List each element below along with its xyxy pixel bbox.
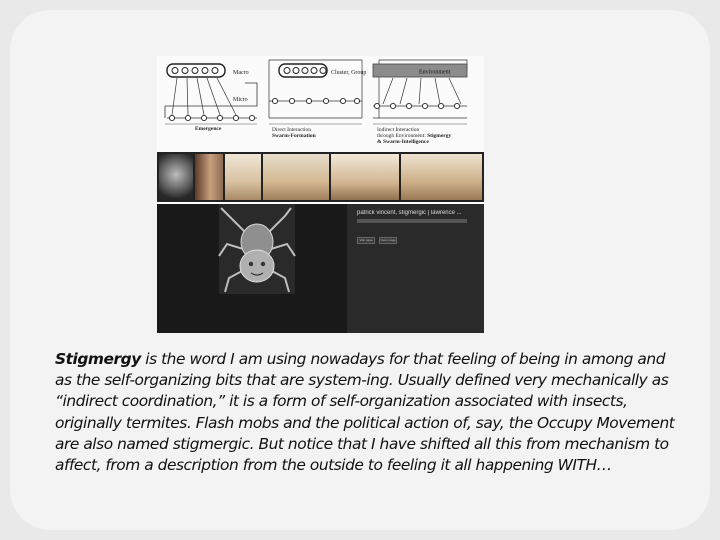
image-collage (157, 56, 484, 333)
diagram-panel-emergence (165, 64, 257, 132)
label-micro: Micro (233, 97, 248, 103)
caption-through-environment: through Environment: (377, 133, 426, 139)
preview-info-area (347, 204, 484, 333)
body-paragraph: is the word I am using nowadays for that feeling of being in among and as the self-organizing bits that are system-ing. Usually defined very mechanically as “indirect coordination,” it is a form of self-organization associated with insects, originally termites. Flash mobs and the political action of, say, the Occupy Movement are also named stigmergic. But notice that I have shifted all this from mechanism to affect, from a description from the outside to feeling it all happening WITH… (55, 350, 675, 475)
preview-image-area (157, 204, 347, 333)
thumbnail-3[interactable] (225, 154, 261, 200)
diagram-svg (157, 56, 484, 152)
caption-stigmergy: Stigmergy (427, 133, 452, 139)
caption-direct-interaction: Direct Interaction (272, 127, 311, 133)
keyword-stigmergy: Stigmergy (55, 350, 141, 368)
stigmergy-diagram (157, 56, 484, 152)
thumbnail-6[interactable] (401, 154, 482, 200)
view-image-button[interactable]: View image (380, 238, 396, 242)
thumbnail-4[interactable] (263, 154, 329, 200)
diagram-panel-swarm-formation (269, 60, 366, 139)
thumbnail-1[interactable] (159, 154, 193, 200)
caption-indirect-interaction: Indirect Interaction (377, 127, 420, 133)
caption-swarm-intelligence: & Swarm-Intelligence (377, 139, 429, 145)
label-macro: Macro (233, 70, 249, 76)
preview-subtitle-bar (357, 219, 467, 223)
image-preview-panel (157, 204, 484, 333)
preview-title-link[interactable]: patrick vincent, stigmergic | lawrence ... (357, 210, 462, 216)
slide-body-text (55, 349, 685, 476)
image-results-strip (157, 152, 484, 202)
label-environment: Environment (419, 69, 451, 76)
visit-page-button[interactable]: Visit page (357, 237, 375, 244)
caption-emergence: Emergence (195, 126, 222, 132)
label-cluster-group: Cluster, Group (331, 70, 367, 76)
diagram-panel-environment (373, 60, 467, 145)
preview-spider-image[interactable] (157, 204, 347, 333)
thumbnail-5[interactable] (331, 154, 399, 200)
caption-swarm-formation: Swarm-Formation (272, 133, 316, 139)
thumbnail-2[interactable] (195, 154, 223, 200)
